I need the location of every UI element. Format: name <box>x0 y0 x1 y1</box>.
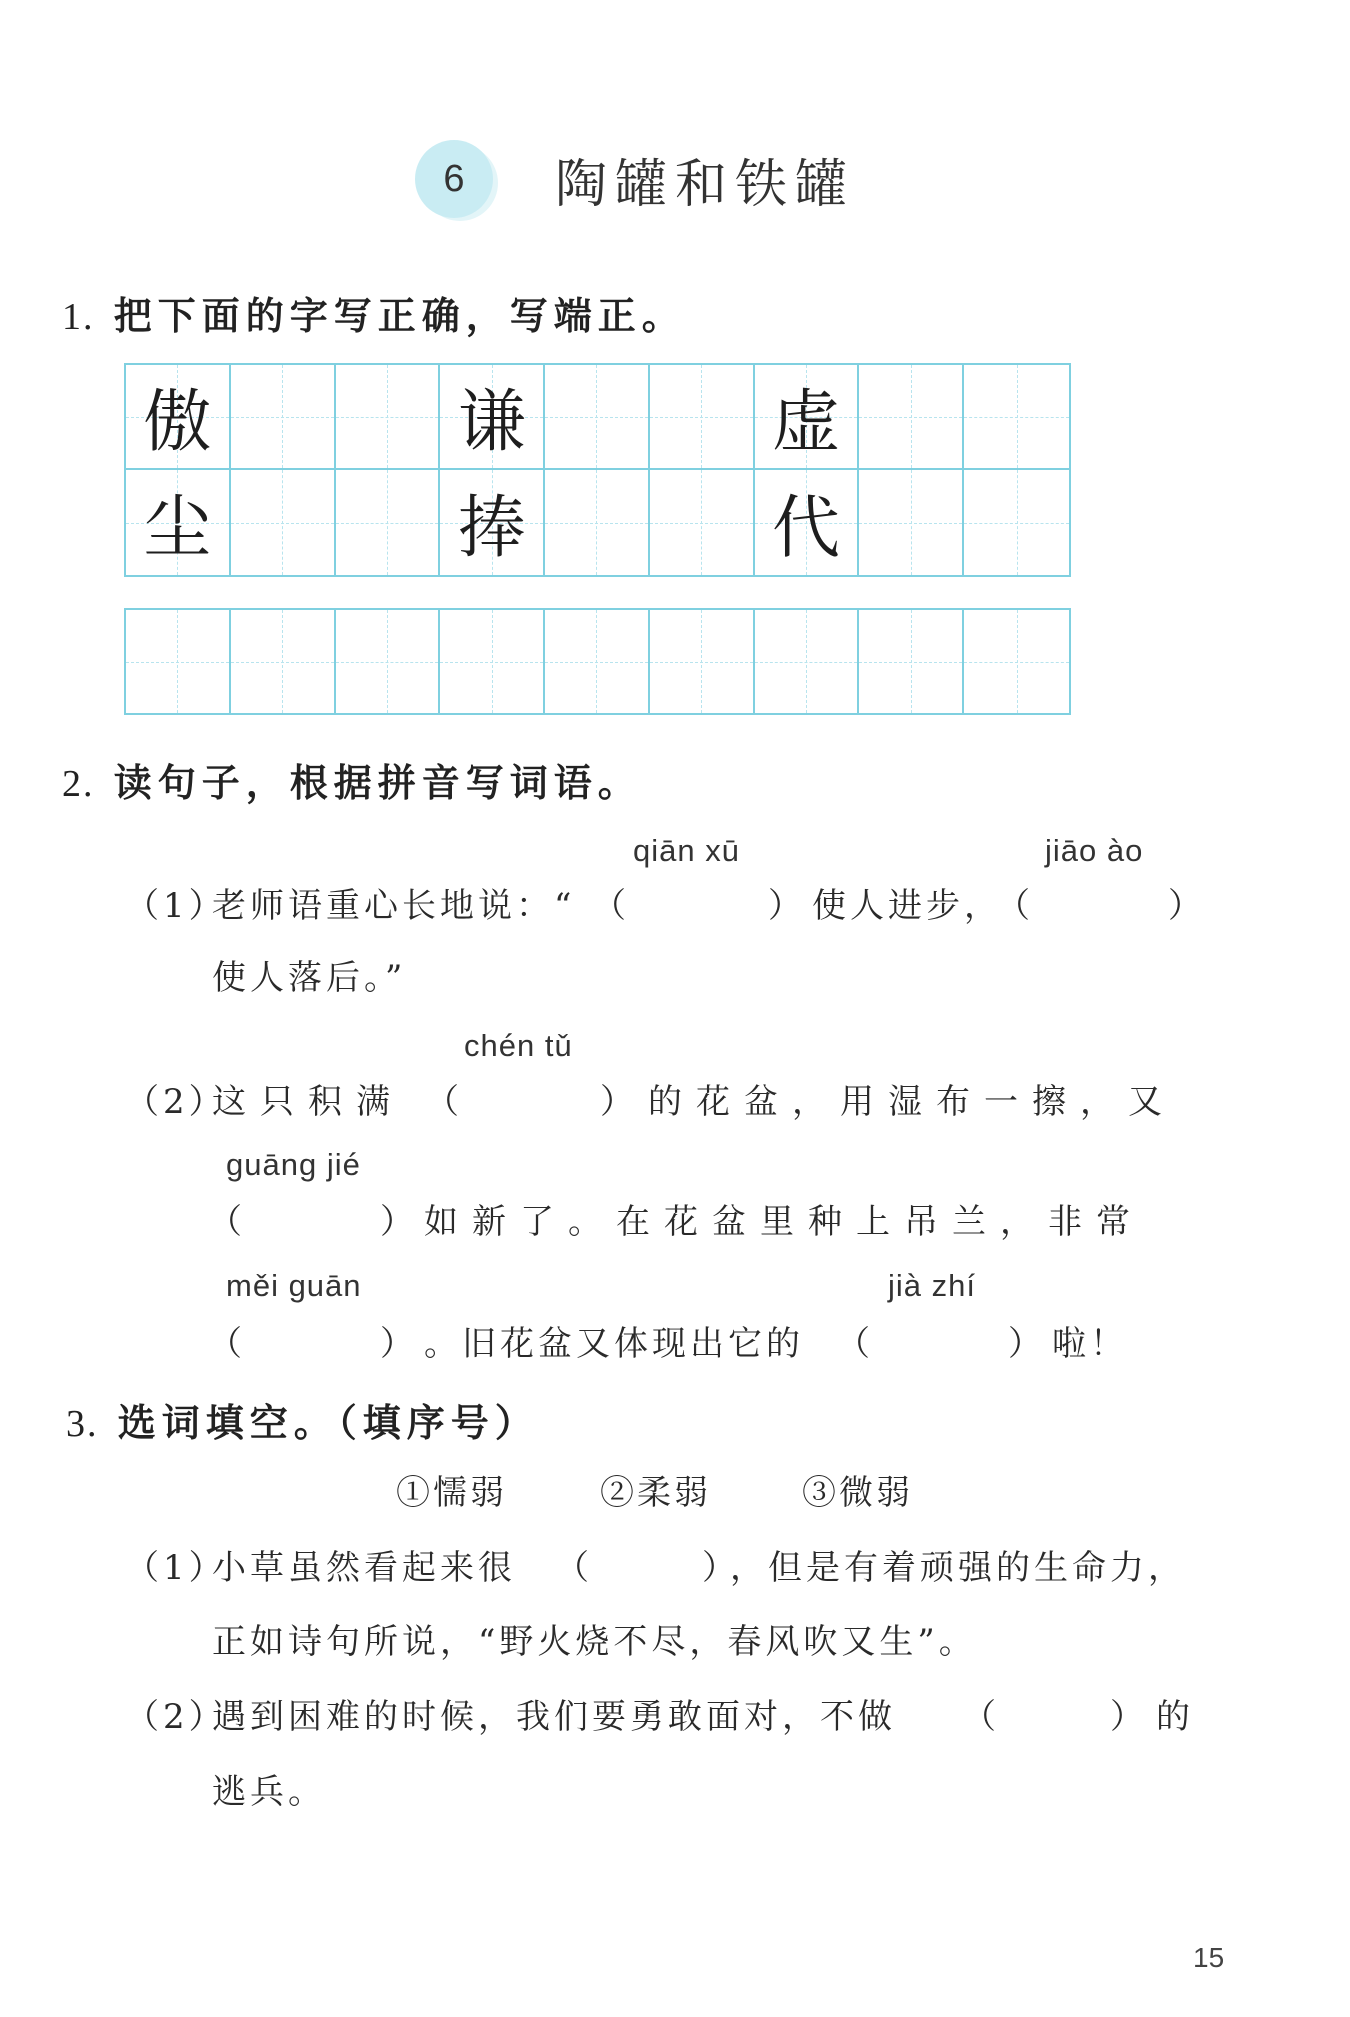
q3-heading <box>66 1392 539 1447</box>
q2-s2-blank3-close: ） <box>380 1324 414 1364</box>
blank-grid-cell <box>859 610 964 713</box>
q1-instruction: 把下面的字写正确，写端正。 <box>113 293 686 338</box>
grid-cell <box>440 470 545 575</box>
blank-grid-cell <box>440 610 545 713</box>
grid-cell <box>231 365 336 470</box>
blank-grid-cell <box>336 610 441 713</box>
grid-cell <box>650 470 755 575</box>
q2-s1-text-c: 使人落后。” <box>212 958 407 998</box>
model-character: 捧 <box>457 489 526 568</box>
grid-cell <box>650 365 755 470</box>
pinyin-guang-jie: guāng jié <box>226 1147 361 1182</box>
grid-cell <box>336 365 441 470</box>
q3-s2-label: （2） <box>125 1697 227 1737</box>
page-number: 15 <box>1193 1942 1225 1973</box>
q3-instruction: 选词填空。（填序号） <box>117 1400 539 1445</box>
q2-number: 2. <box>62 763 95 805</box>
q2-s1-blank1-close: ） <box>768 886 802 926</box>
blank-grid-cell <box>755 610 860 713</box>
model-character: 尘 <box>143 489 212 568</box>
grid-cell <box>440 365 545 470</box>
grid-cell <box>859 470 964 575</box>
q2-s2-blank2-close: ） <box>380 1202 414 1242</box>
q2-s2-text-d: 。旧花盆又体现出它的 <box>424 1324 804 1364</box>
character-writing-grid <box>124 363 1071 577</box>
grid-cell <box>964 365 1069 470</box>
pinyin-jia-zhi: jià zhí <box>888 1268 976 1303</box>
grid-cell <box>545 470 650 575</box>
q3-s1-label: （1） <box>125 1548 227 1588</box>
q3-s2-text-c: 逃兵。 <box>212 1772 326 1812</box>
blank-writing-grid <box>124 608 1071 715</box>
q2-s1-blank2-close: ） <box>1168 886 1202 926</box>
option-1: ①懦弱 <box>396 1473 507 1513</box>
blank-grid-cell <box>545 610 650 713</box>
q2-s1-label: （1） <box>125 886 227 926</box>
option-2: ②柔弱 <box>600 1473 711 1513</box>
q2-s2-text-a: 这只积满 <box>212 1082 404 1122</box>
q3-number: 3. <box>66 1403 99 1445</box>
q2-s1-text-a: 老师语重心长地说：“ <box>212 886 576 926</box>
grid-cell <box>755 470 860 575</box>
q2-s1-blank1-open: （ <box>592 886 626 926</box>
q2-s2-text-b: 的花盆，用湿布一擦，又 <box>648 1082 1176 1122</box>
grid-cell <box>126 470 231 575</box>
lesson-number-badge <box>415 140 493 218</box>
q2-instruction: 读句子，根据拼音写词语。 <box>113 760 642 805</box>
pinyin-chen-tu: chén tǔ <box>464 1028 573 1063</box>
q1-heading <box>62 285 686 340</box>
q3-s2-text-a: 遇到困难的时候，我们要勇敢面对，不做 <box>212 1697 896 1737</box>
grid-cell <box>126 365 231 470</box>
pinyin-mei-guan: měi guān <box>226 1268 362 1303</box>
q3-s1-text-c: 正如诗句所说，“野火烧不尽，春风吹又生”。 <box>212 1622 977 1662</box>
grid-cell <box>545 365 650 470</box>
model-character: 虚 <box>772 383 841 462</box>
q1-number: 1. <box>62 296 95 338</box>
q3-s2-blank-open: （ <box>962 1697 996 1737</box>
blank-grid-cell <box>231 610 336 713</box>
blank-grid-cell <box>650 610 755 713</box>
grid-cell <box>859 365 964 470</box>
q2-s2-blank4-open: （ <box>836 1324 870 1364</box>
q2-s1-blank2-open: （ <box>996 886 1030 926</box>
q2-s1-text-b: 使人进步， <box>812 886 1002 926</box>
q2-s2-blank2-open: （ <box>208 1202 242 1242</box>
blank-grid-cell <box>964 610 1069 713</box>
q2-heading <box>62 752 642 807</box>
pinyin-jiao-ao: jiāo ào <box>1045 833 1144 868</box>
grid-cell <box>755 365 860 470</box>
q2-s2-label: （2） <box>125 1082 227 1122</box>
q2-s2-blank4-close: ） <box>1008 1324 1042 1364</box>
q3-s2-blank-close: ） <box>1110 1697 1144 1737</box>
q3-s1-text-b: ，但是有着顽强的生命力， <box>730 1548 1186 1588</box>
model-character: 代 <box>772 489 841 568</box>
q2-s2-blank1-open: （ <box>425 1082 459 1122</box>
grid-cell <box>964 470 1069 575</box>
q3-s1-text-a: 小草虽然看起来很 <box>212 1548 516 1588</box>
blank-grid-cell <box>126 610 231 713</box>
q2-s2-text-e: 啦！ <box>1052 1324 1128 1364</box>
model-character: 傲 <box>143 383 212 462</box>
model-character: 谦 <box>457 383 526 462</box>
q2-s2-blank3-open: （ <box>208 1324 242 1364</box>
grid-cell <box>231 470 336 575</box>
option-3: ③微弱 <box>802 1473 913 1513</box>
grid-cell <box>336 470 441 575</box>
pinyin-qian-xu: qiān xū <box>633 833 740 868</box>
q2-s2-blank1-close: ） <box>600 1082 634 1122</box>
q3-s1-blank-close: ） <box>702 1548 736 1588</box>
lesson-title: 陶罐和铁罐 <box>555 155 856 215</box>
q3-s1-blank-open: （ <box>555 1548 589 1588</box>
q3-s2-text-b: 的 <box>1156 1697 1194 1737</box>
lesson-number: 6 <box>443 157 465 200</box>
q2-s2-text-c: 如新了。在花盆里种上吊兰，非常 <box>424 1202 1144 1242</box>
